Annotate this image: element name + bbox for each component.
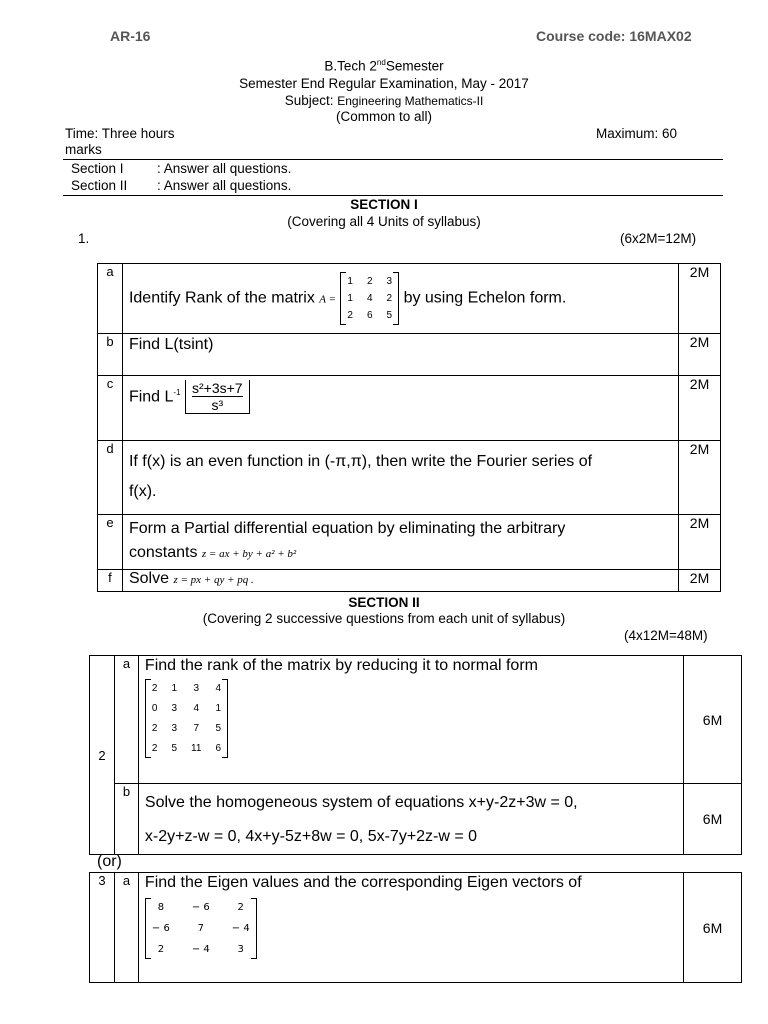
question-marks: 2M — [679, 334, 721, 376]
question-row — [90, 656, 742, 784]
matrix-cell: 2 — [386, 293, 393, 304]
matrix-cell: 4 — [215, 683, 221, 694]
question-number: 2 — [90, 656, 115, 855]
matrix-cell: 7 — [197, 923, 204, 934]
question-marks: 2M — [679, 264, 721, 334]
section1-subtitle: (Covering all 4 Units of syllabus) — [287, 214, 481, 229]
section1-marks: (6x2M=12M) — [620, 231, 697, 246]
regulation-code: AR-16 — [110, 28, 151, 44]
question-text: If f(x) is an even function in (-π,π), then write the Fourier series of f(x). — [122, 441, 678, 515]
matrix — [145, 898, 257, 959]
question-marks: 6M — [684, 784, 742, 855]
matrix-cell: 2 — [366, 276, 373, 287]
question-letter: a — [114, 873, 138, 983]
max-marks: Maximum: 60 — [596, 126, 678, 141]
question-letter: b — [98, 334, 123, 376]
question-letter: e — [98, 515, 123, 570]
matrix-cell: 2 — [151, 743, 158, 754]
section1-label: Section I — [71, 161, 124, 176]
matrix-cell: 7 — [193, 723, 200, 734]
matrix-cell: 2 — [347, 310, 353, 321]
question-letter: d — [98, 441, 123, 515]
question-number: 1. — [78, 231, 90, 246]
question-marks: 2M — [679, 441, 721, 515]
question3-table — [89, 872, 742, 983]
question-row — [98, 441, 721, 515]
matrix-cell: 1 — [215, 703, 221, 714]
section2-title: SECTION II — [348, 595, 420, 610]
course-code: Course code: 16MAX02 — [536, 28, 692, 44]
question-number: 3 — [90, 873, 115, 983]
matrix-cell: − 4 — [191, 944, 210, 955]
question-marks: 2M — [679, 515, 721, 570]
question-letter: a — [114, 656, 138, 784]
question-row — [90, 873, 742, 983]
common-note: (Common to all) — [335, 109, 433, 124]
matrix-cell: 1 — [347, 276, 353, 287]
matrix-cell: 3 — [193, 683, 200, 694]
question-text: Find $L^{-1}$ $\frac{\text{s²+3s+7}}{\text{s³}}$ — [122, 376, 678, 441]
matrix-cell: 5 — [215, 723, 221, 734]
max-marks-cont: marks — [65, 142, 102, 157]
matrix-cell: 2 — [237, 902, 244, 913]
question-row — [90, 784, 742, 855]
divider — [63, 195, 723, 196]
question-text: Find L(tsint) — [122, 334, 678, 376]
question-text: Find the Eigen values and the corresponding Eigen vectors of 8 − 6 2 − 6 7 − 4 2 − 4 3 — [138, 873, 683, 983]
question-letter: c — [98, 376, 123, 441]
program-title: B.Tech 2ndSemester — [324, 58, 444, 74]
matrix-cell: 2 — [157, 944, 165, 955]
matrix-cell: 3 — [171, 703, 178, 714]
question-letter: f — [98, 570, 123, 592]
question-letter: b — [114, 784, 138, 855]
matrix-cell: 0 — [151, 703, 158, 714]
subject-line: Subject: Engineering Mathematics-II — [284, 93, 484, 108]
question-text: Solve z = px + qy + pq . — [122, 570, 678, 592]
laplace-fraction: $\frac{\text{s²+3s+7}}{\text{s³}}$ — [185, 380, 250, 414]
divider — [63, 159, 723, 160]
section1-table — [97, 263, 721, 592]
matrix-cell: 4 — [366, 293, 373, 304]
question-letter: a — [98, 264, 123, 334]
matrix-cell: − 4 — [231, 923, 250, 934]
section2-marks: (4x12M=48M) — [624, 628, 708, 643]
question-marks: 6M — [684, 656, 742, 784]
matrix-cell: 5 — [171, 743, 178, 754]
matrix-cell: 2 — [151, 683, 158, 694]
matrix-cell: 6 — [366, 310, 373, 321]
matrix-cell: 4 — [193, 703, 200, 714]
question-row — [98, 376, 721, 441]
matrix-cell: 1 — [347, 293, 353, 304]
section1-title: SECTION I — [350, 197, 418, 212]
question-row — [98, 515, 721, 570]
section2-instruction: : Answer all questions. — [157, 178, 292, 193]
question2-table — [89, 655, 742, 855]
matrix-cell: 3 — [171, 723, 178, 734]
matrix-cell: 8 — [157, 902, 165, 913]
matrix — [145, 679, 228, 758]
matrix-cell: 2 — [151, 723, 158, 734]
matrix — [340, 272, 399, 325]
matrix-cell: − 6 — [191, 902, 210, 913]
question-row — [98, 264, 721, 334]
matrix-cell: 6 — [215, 743, 221, 754]
question-marks: 6M — [684, 873, 742, 983]
question-text: Solve the homogeneous system of equations x+y-2z+3w = 0, x-2y+z-w = 0, 4x+y-5z+8w = 0, 5x-7y+2z-w = 0 — [138, 784, 683, 855]
question-text: Find the rank of the matrix by reducing it to normal form 2 1 3 4 0 3 4 1 2 3 7 5 2 5 11 6 — [138, 656, 683, 784]
question-text: Form a Partial differential equation by eliminating the arbitrary constants z = ax + by + a² + b² — [122, 515, 678, 570]
question-row — [98, 570, 721, 592]
question-row — [98, 334, 721, 376]
question-marks: 2M — [679, 570, 721, 592]
matrix-cell: 1 — [171, 683, 178, 694]
exam-title: Semester End Regular Examination, May - 2017 — [239, 76, 529, 91]
section1-instruction: : Answer all questions. — [157, 161, 292, 176]
matrix-cell: − 6 — [151, 923, 170, 934]
matrix-cell: 3 — [237, 944, 244, 955]
matrix-cell: 5 — [386, 310, 393, 321]
matrix-cell: 11 — [191, 743, 202, 754]
time-label: Time: Three hours — [65, 126, 175, 141]
section2-label: Section II — [71, 178, 128, 193]
matrix-cell: 3 — [386, 276, 393, 287]
section2-subtitle: (Covering 2 successive questions from each unit of syllabus) — [202, 611, 566, 626]
question-marks: 2M — [679, 376, 721, 441]
or-separator: (or) — [97, 853, 122, 870]
question-text: Identify Rank of the matrix A = 1 2 3 1 4 2 2 6 5 by using Echelon form. — [122, 264, 678, 334]
